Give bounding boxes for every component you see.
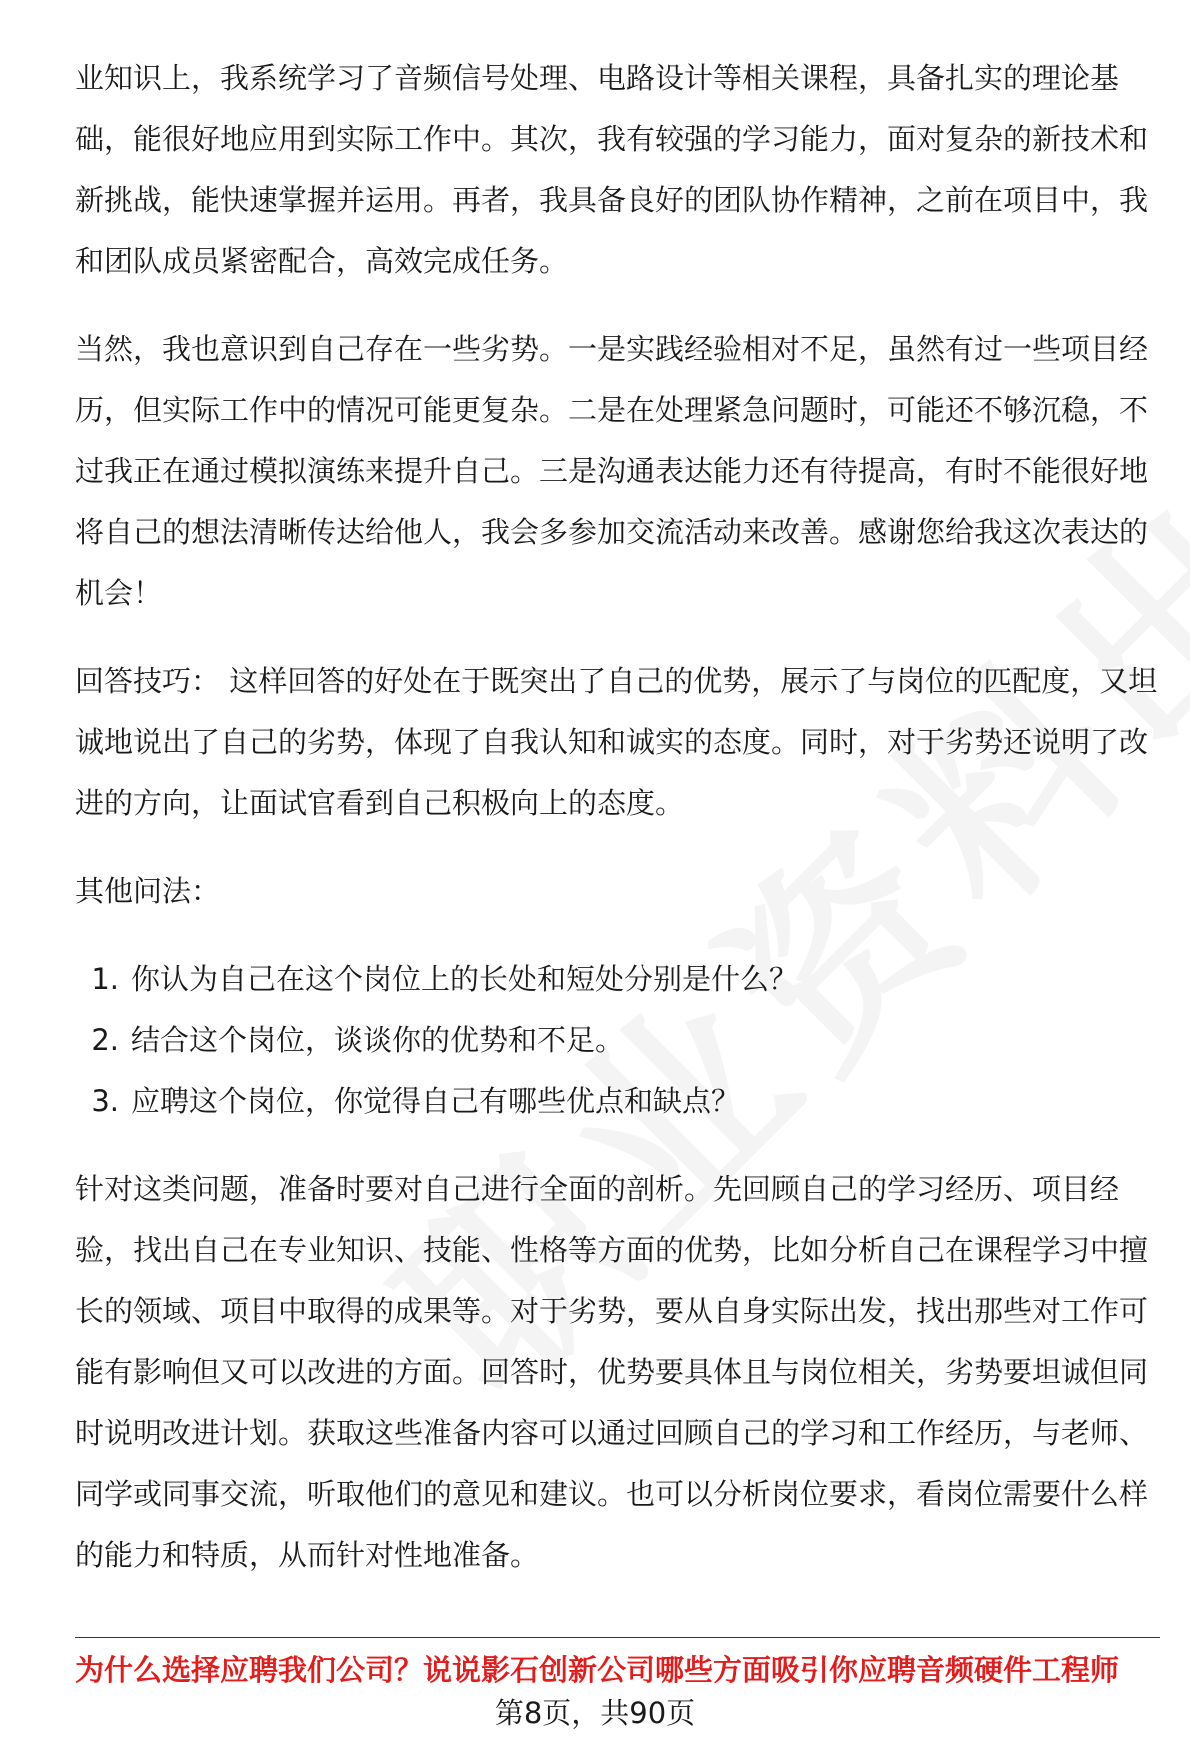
list-item-text: 结合这个岗位，谈谈你的优势和不足。 [131,1023,625,1057]
paragraph-preparation-advice: 针对这类问题，准备时要对自己进行全面的剖析。先回顾自己的学习经历、项目经验，找出自己在专业知识、技能、性格等方面的优势，比如分析自己在课程学习中擅长的领域、项目中取得的成果等。对于劣势，要从自身实际出发，找出那些对工作可能有影响但又可以改进的方面。回答时，优势要具体且与岗位相关，劣势要坦诚但同时说明改进计划。获取这些准备内容可以通过回顾自己的学习和工作经历，与老师、同学或同事交流，听取他们的意见和建议。也可以分析岗位要求，看岗位需要什么样的能力和特质，从而针对性地准备。 [75,1172,1149,1572]
list-item-text: 应聘这个岗位，你觉得自己有哪些优点和缺点？ [131,1084,741,1118]
list-item [75,1071,1175,1132]
paragraph-strengths: 业知识上，我系统学习了音频信号处理、电路设计等相关课程，具备扎实的理论基础，能很好地应用到实际工作中。其次，我有较强的学习能力，面对复杂的新技术和新挑战，能快速掌握并运用。再者，我具备良好的团队协作精神，之前在项目中，我和团队成员紧密配合，高效完成任务。 [75,61,1149,278]
list-item [75,1010,1175,1071]
other-questions-list [75,949,1175,1132]
list-item-number: 2. [91,1023,119,1057]
paragraph-answer-tips: 回答技巧： 这样回答的好处在于既突出了自己的优势，展示了与岗位的匹配度，又坦诚地说出了自己的劣势，体现了自我认知和诚实的态度。同时，对于劣势还说明了改进的方向，让面试官看到自己积极向上的态度。 [75,664,1158,820]
main-content [75,48,1175,1613]
other-questions-heading: 其他问法： [75,874,221,908]
paragraph-weaknesses: 当然，我也意识到自己存在一些劣势。一是实践经验相对不足，虽然有过一些项目经历，但实际工作中的情况可能更复杂。二是在处理紧急问题时，可能还不够沉稳，不过我正在通过模拟演练来提升自己。三是沟通表达能力还有待提高，有时不能很好地将自己的想法清晰传达给他人，我会多参加交流活动来改善。感谢您给我这次表达的机会！ [75,332,1149,610]
list-item-number: 1. [91,962,119,996]
list-item-number: 3. [91,1084,119,1118]
footer-divider [75,1637,1160,1638]
list-item-text: 你认为自己在这个岗位上的长处和短处分别是什么？ [131,962,799,996]
page-number: 第8页，共90页 [494,1696,696,1730]
next-question-link[interactable]: 为什么选择应聘我们公司？说说影石创新公司哪些方面吸引你应聘音频硬件工程师 [75,1653,1120,1687]
list-item [75,949,1175,1010]
